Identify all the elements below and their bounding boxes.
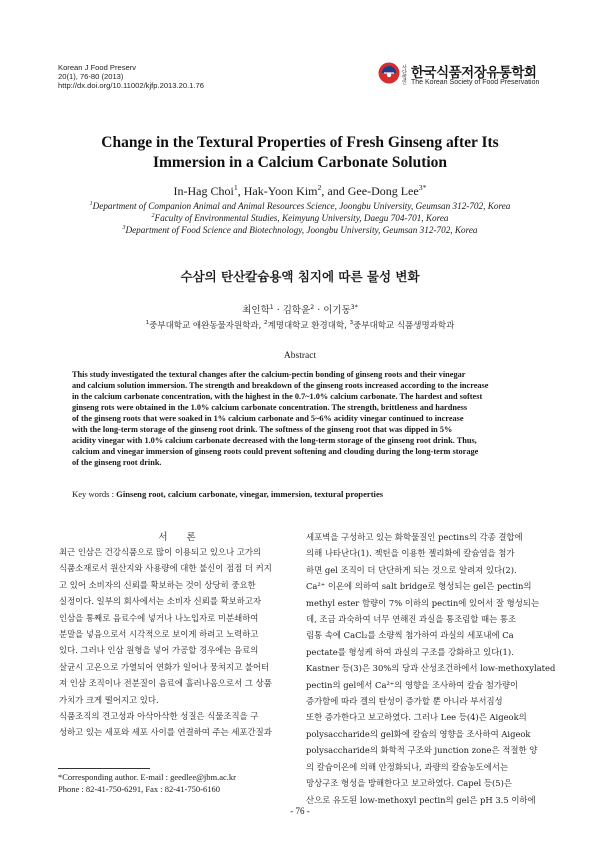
author-ko-2-sup: 2 [310,303,315,311]
body-line: 망상구조 형성을 방해한다고 보고하였다. Capel 등(5)은 [306,778,512,789]
author-ko-1-sup: 1 [269,303,274,311]
society-korean-name: 한국식품저장유통학회 [411,65,537,81]
affiliation-ko-1-sup: 1 [145,320,150,327]
author-ko-3: 이기동 [323,305,351,316]
body-line: 인삼을 통째로 음료수에 넣거나 나노입자로 미분쇄하여 [59,612,259,623]
affiliation-2-sup: 2 [151,212,155,219]
affiliation-2 [40,213,560,223]
body-line: 성하고 있는 세포와 세포 사이를 연결하여 주는 세포간질과 [59,727,272,738]
author-ko-separator-2: · [314,305,324,316]
abstract-line: ginseng rots were obtained in the 1.0% calcium carbonate concentration. The strength, brittleness and hardness [72,403,468,412]
affiliation-1 [40,201,560,211]
body-line: pectate를 형성케 하여 과실의 구조를 강화하고 있다(1). [306,646,514,657]
journal-volume: 20(1), 76-80 (2013) [58,72,124,81]
abstract-heading: Abstract [283,351,317,361]
body-line: 산으로 유도된 low-methoxyl pectin의 gel은 pH 3.5 이하에 [306,794,536,805]
footnote-divider [58,768,150,769]
affiliation-ko-3: 중부대학교 식품생명과학과 [353,321,455,331]
body-line: 식품조직의 견고성과 아삭아삭한 성질은 식물조직을 구 [59,711,259,722]
society-emblem-icon [378,62,400,84]
affiliation-3-text: Department of Food Science and Biotechnology, Joongbu University, Geumsan 312-702, Korea [125,225,478,235]
author-ko-2: 김학윤 [282,305,311,316]
abstract-line: acidity vinegar with 1.0% calcium carbonate decreased with the long-term storage of the ginseng root drink. Thus, [72,436,477,445]
authors-english [40,184,560,199]
affiliation-ko-2: 계명대학교 환경대학, [267,321,350,331]
author-2: Hak-Yoon Kim [243,184,318,198]
affiliations-korean [40,319,560,331]
body-line: 세포벽을 구성하고 있는 화학물질인 pectins의 각종 결합에 [306,532,523,542]
author-ko-separator-1: · [273,305,283,316]
body-line: polysaccharide의 gel화에 칼슘의 영향을 조사하여 Aigeok [306,728,531,739]
affiliation-ko-2-sup: 2 [264,320,268,327]
body-line: 의해 나타난다(1). 젝틴을 이용한 젤리화에 칼슘염을 첨가 [306,548,515,559]
body-line: 살균시 고온으로 가열되어 연화가 일어나 뭉쳐지고 불어터 [59,661,270,672]
paper-title-korean: 수삼의 탄산칼슘용액 침지에 따른 물성 변화 [180,269,420,284]
affiliation-2-text: Faculty of Environmental Studies, Keimyung University, Daegu 704-701, Korea [154,213,449,223]
author-1-sup: 1 [233,183,238,192]
author-1: In-Hag Choi [173,184,234,198]
title-line-2: Immersion in a Calcium Carbonate Solution [152,154,448,171]
body-line: 가치가 크게 떨어지고 있다. [59,694,159,705]
keywords-label: Key words : [72,489,117,499]
page-number: - 76 - [290,806,310,816]
abstract-line: of the ginseng roots that were soaked in 1% calcium carbonate and 5~6% acidity vinegar continued to increase [72,414,464,423]
body-line: Ca²⁺ 이온에 의하여 salt bridge로 형성되는 gel은 pectin의 [306,581,532,592]
keywords-text: Ginseng root, calcium carbonate, vinegar, immersion, textural properties [116,489,384,499]
abstract-line: of the ginseng root drink. [72,458,162,467]
body-line: 식품소재로서 원산지와 사용량에 대한 불신이 점점 더 커지 [59,563,272,574]
body-line: 져 인삼 조직이나 전분질이 음료에 흘러나옴으로서 그 상품 [59,678,272,689]
body-line: 증가함에 따라 겔의 탄성이 증가할 뿐 아니라 부서짐성 [306,696,503,707]
keywords [72,489,383,499]
body-line: 분말을 넣음으로서 시각적으로 보이게 하려고 노력하고 [59,629,259,640]
paper-title [40,133,560,173]
abstract-line: calcium and vinegar immersion of ginseng roots could prevent softening and clouding during the long-term storage [72,447,479,456]
author-ko-1: 최인학 [242,305,270,316]
abstract-body [72,369,528,468]
body-line: 림통 속에 CaCl₂를 소량씩 첨가하여 과실의 세포내에 Ca [306,630,514,641]
affiliation-1-sup: 1 [89,200,93,207]
abstract-line: with the long-term storage of the ginseng root drink. The softness of the ginseng root that was dipped in 5% [72,425,453,434]
right-column [306,529,556,808]
author-ko-3-sup: 3* [350,303,358,311]
body-line: 데, 조금 과숙하여 너무 연해진 과실을 통조림할 때는 통조 [306,614,517,625]
footnote [58,772,236,795]
body-line: 실정이다. 일부의 회사에서는 소비자 신뢰를 확보하고자 [59,596,262,607]
footnote-contact-phone: Phone : 82-41-750-6291, Fax : 82-41-750-6160 [58,783,220,794]
affiliation-3-sup: 3 [122,224,126,231]
affiliation-1-text: Department of Companion Animal and Animal Resources Science, Joongbu University, Geumsan 312-702, Korea [92,201,511,211]
body-line: 최근 인삼은 건강식품으로 많이 이용되고 있으나 고가의 [59,547,262,557]
body-line: polysaccharide의 화학적 구조와 junction zone은 적절한 양 [306,745,538,756]
body-line: 고 있어 소비자의 신뢰를 확보하는 것이 상당히 중요한 [59,579,256,590]
section-heading-introduction: 서 론 [158,532,204,543]
society-logo [378,60,550,94]
body-line: 있다. 그러나 인삼 원형을 넣어 가공할 경우에는 음료의 [59,645,259,656]
affiliation-3 [40,225,560,235]
author-separator-2: , and [321,184,348,198]
journal-name: Korean J Food Preserv [58,63,137,72]
footnote-contact-email: *Corresponding author. E-mail : geedlee@jbm.ac.kr [58,772,237,782]
journal-doi[interactable]: http://dx.doi.org/10.11002/kjfp.2013.20.1.76 [58,81,204,90]
body-line: 하면 gel 조직이 더 단단하게 되는 것으로 알려져 있다(2). [306,564,517,575]
body-line: pectin의 gel에서 Ca²⁺의 영향을 조사하여 칼슘 첨가량이 [306,679,519,690]
abstract-line: and calcium solution immersion. The strength and breakdown of the ginseng roots increased according to the increase [72,381,489,390]
author-3: Gee-Dong Lee [347,184,419,198]
author-separator-1: , [237,184,244,198]
journal-info [58,63,204,90]
left-column [59,544,304,741]
authors-korean [40,302,560,316]
society-english-name: The Korean Society of Food Preservation [411,79,540,86]
body-line: 또한 증가한다고 보고하였다. 그러나 Lee 등(4)은 Aigeok의 [306,712,527,723]
body-line: Kastner 등(3)은 30%의 당과 산성조건하에서 low-methoxylated [306,663,556,674]
author-3-sup: 3* [418,183,427,192]
abstract-line: This study investigated the textural changes after the calcium-pectin bonding of ginseng roots and their vinegar [72,370,466,379]
abstract-line: in the calcium carbonate concentration, with the highest in the 0.7~1.0% calcium carbonate. The hardest and softest [72,392,483,401]
title-line-1: Change in the Textural Properties of Fresh Ginseng after Its [101,134,499,151]
affiliation-ko-3-sup: 3 [349,320,354,327]
society-small-label: 사단 법인 [402,65,407,86]
author-2-sup: 2 [317,183,322,192]
affiliation-ko-1: 중부대학교 애완동물자원학과, [149,321,265,331]
body-line: 의 칼슘이온에 의해 안정화되나, 과량의 칼슘농도에서는 [306,761,509,772]
body-line: methyl ester 함량이 7% 이하의 pectin에 있어서 잘 형성되는 [306,597,540,608]
